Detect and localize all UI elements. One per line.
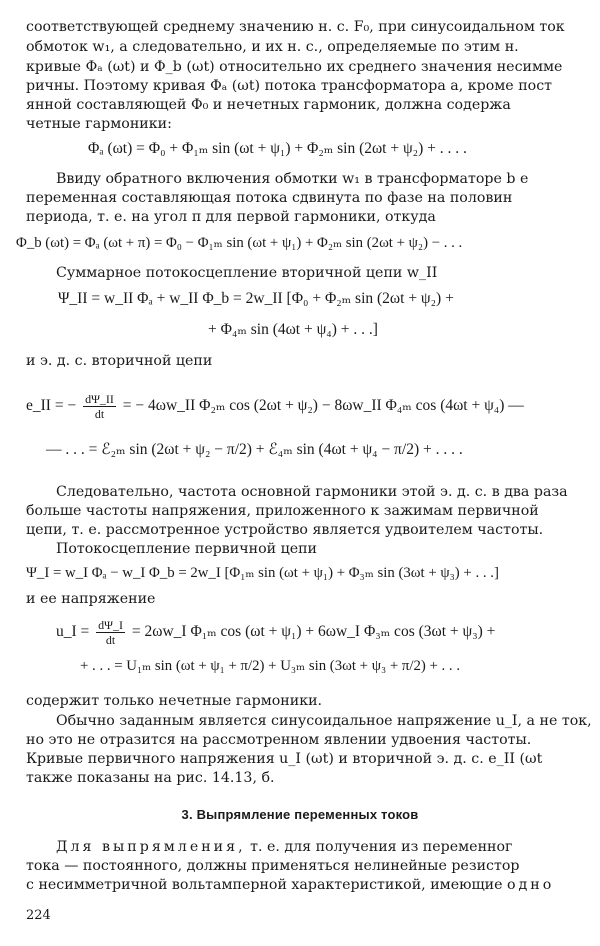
spaced-term: одно (507, 877, 555, 893)
text-line: Потокосцепление первичной цепи (56, 541, 318, 557)
text-fragment: с несимметричной вольтамперной характеристикой, имеющие (26, 877, 503, 893)
equation-emf-secondary-2: — . . . = ℰ₂ₘ sin (2ωt + ψ₂ − π/2) + ℰ₄ₘ sin (4ωt + ψ₄ − π/2) + . . . . (46, 441, 463, 458)
text-line: Обычно заданным является синусоидальное напряжение u_I, а не ток, (56, 713, 592, 729)
text-line: обмоток w₁, а следовательно, и их н. с., определяемые по этим н. (26, 39, 519, 55)
section-heading: 3. Выпрямление переменных токов (181, 807, 419, 822)
text-line: Следовательно, частота основной гармоники этой э. д. с. в два раза (56, 484, 568, 500)
text-line: Кривые первичного напряжения u_I (ωt) и вторичной э. д. с. e_II (ωt (26, 751, 543, 767)
equation-flux-linkage-secondary-2: + Φ₄ₘ sin (4ωt + ψ₄) + . . .] (208, 321, 378, 338)
text-line: Ввиду обратного включения обмотки w₁ в трансформаторе b е (56, 171, 529, 187)
equation-emf-secondary-1 (26, 392, 524, 421)
text-fragment: т. е. для получения из переменног (250, 839, 513, 855)
equation-flux-linkage-secondary-1: Ψ_II = w_II Φₐ + w_II Φ_b = 2w_II [Φ₀ + Φ₂ₘ sin (2ωt + ψ₂) + (58, 290, 454, 307)
fraction-denominator: dt (94, 407, 105, 421)
text-line: янной составляющей Φ₀ и нечетных гармоник, должна содержа (26, 97, 511, 113)
text-line: переменная составляющая потока сдвинута по фазе на половин (26, 190, 513, 206)
fraction-numerator: dΨ_I (98, 618, 124, 632)
text-line: больше частоты напряжения, приложенного к зажимам первичной (26, 503, 539, 519)
text-line: и ее напряжение (26, 591, 156, 607)
text-line: периода, т. е. на угол π для первой гармоники, откуда (26, 209, 436, 225)
fraction-denominator: dt (105, 633, 116, 647)
text-line: четные гармоники: (26, 116, 172, 132)
text-line: соответствующей среднему значению н. с. F₀, при синусоидальном ток (26, 19, 565, 35)
text-line: также показаны на рис. 14.13, б. (26, 770, 275, 786)
text-line: но это не отразится на рассмотренном явлении удвоения частоты. (26, 732, 532, 748)
fraction (83, 392, 116, 421)
text-line (56, 838, 512, 856)
voltage-lhs: u_I = (56, 623, 90, 641)
equation-flux-b: Φ_b (ωt) = Φₐ (ωt + π) = Φ₀ − Φ₁ₘ sin (ωt + ψ₁) + Φ₂ₘ sin (2ωt + ψ₂) − . . . (16, 235, 463, 251)
text-line: кривые Φₐ (ωt) и Φ_b (ωt) относительно их среднего значения несимме (26, 59, 563, 75)
text-line: и э. д. с. вторичной цепи (26, 353, 213, 369)
equation-voltage-primary-2: + . . . = U₁ₘ sin (ωt + ψ₁ + π/2) + U₃ₘ sin (3ωt + ψ₃ + π/2) + . . . (80, 658, 461, 674)
text-line: Суммарное потокосцепление вторичной цепи w_II (56, 265, 438, 281)
fraction-numerator: dΨ_II (85, 392, 114, 406)
text-line (26, 876, 554, 894)
fraction (96, 618, 125, 647)
emf-rhs: = − 4ωw_II Φ₂ₘ cos (2ωt + ψ₂) − 8ωw_II Φ₄ₘ cos (4ωt + ψ₄) — (122, 397, 524, 415)
page-number: 224 (26, 908, 51, 923)
equation-flux-a: Φₐ (ωt) = Φ₀ + Φ₁ₘ sin (ωt + ψ₁) + Φ₂ₘ sin (2ωt + ψ₂) + . . . . (88, 140, 467, 157)
text-line: тока — постоянного, должны применяться нелинейные резистор (26, 858, 520, 874)
spaced-term: Для выпрямления, (56, 839, 246, 855)
equation-flux-linkage-primary: Ψ_I = w_I Φₐ − w_I Φ_b = 2w_I [Φ₁ₘ sin (ωt + ψ₁) + Φ₃ₘ sin (3ωt + ψ₃) + . . .] (26, 565, 499, 581)
voltage-rhs: = 2ωw_I Φ₁ₘ cos (ωt + ψ₁) + 6ωw_I Φ₃ₘ cos (3ωt + ψ₃) + (131, 623, 496, 641)
text-line: цепи, т. е. рассмотренное устройство является удвоителем частоты. (26, 522, 544, 538)
emf-lhs: e_II = − (26, 397, 77, 415)
text-line: содержит только нечетные гармоники. (26, 693, 323, 709)
equation-voltage-primary-1 (56, 618, 495, 647)
text-line: ричны. Поэтому кривая Φₐ (ωt) потока трансформатора a, кроме пост (26, 78, 552, 94)
